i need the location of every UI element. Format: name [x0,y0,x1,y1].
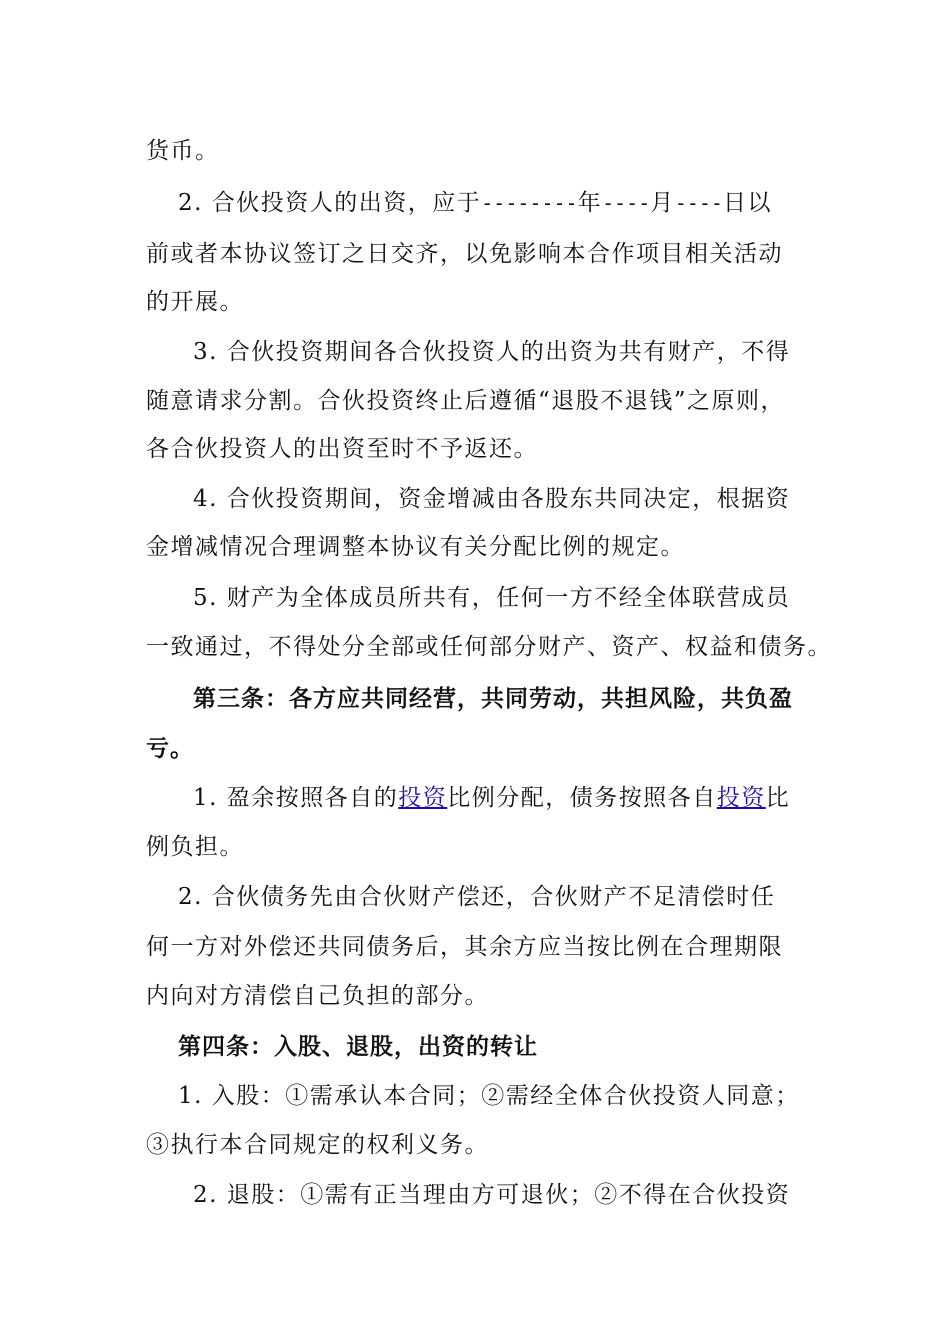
section-heading-cont: 亏。 [146,736,194,762]
text-line: 1. 盈余按照各自的投资比例分配，债务按照各自投资比 [193,785,791,811]
text-line: 前或者本协议签订之日交齐，以免影响本合作项目相关活动 [146,241,783,267]
text-line: 2. 退股：①需有正当理由方可退伙；②不得在合伙投资 [193,1182,791,1208]
text-line: 金增减情况合理调整本协议有关分配比例的规定。 [146,534,685,560]
text-line: 各合伙投资人的出资至时不予返还。 [146,436,538,462]
text-line: 5. 财产为全体成员所共有，任何一方不经全体联营成员 [193,585,791,611]
blank-year: -------- [481,191,578,215]
section-heading: 第四条：入股、退股，出资的转让 [178,1034,538,1060]
investment-link[interactable]: 投资 [716,785,766,811]
text-line: 2. 合伙投资人的出资，应于--------年----月----日以 [178,190,772,216]
text-line: 货币。 [146,138,220,164]
investment-link[interactable]: 投资 [398,785,448,811]
text-line: 3. 合伙投资期间各合伙投资人的出资为共有财产，不得 [193,339,791,365]
blank-day: ---- [674,191,723,215]
text-line: 2. 合伙债务先由合伙财产偿还，合伙财产不足清偿时任 [178,884,776,910]
text-line: 4. 合伙投资期间，资金增减由各股东共同决定，根据资 [193,486,791,512]
text-line: 随意请求分割。合伙投资终止后遵循“退股不退钱”之原则， [146,388,786,414]
text-line: 何一方对外偿还共同债务后，其余方应当按比例在合理期限 [146,934,783,960]
text-line: 一致通过，不得处分全部或任何部分财产、资产、权益和债务。 [146,634,832,660]
text-line: 1. 入股：①需承认本合同；②需经全体合伙投资人同意； [178,1083,800,1109]
blank-month: ---- [602,191,651,215]
text-line: ③执行本合同规定的权利义务。 [146,1132,489,1158]
text-line: 例负担。 [146,834,244,860]
text-line: 的开展。 [146,289,244,315]
section-heading: 第三条：各方应共同经营，共同劳动，共担风险，共负盈 [193,686,793,712]
text-line: 内向对方清偿自己负担的部分。 [146,983,489,1009]
